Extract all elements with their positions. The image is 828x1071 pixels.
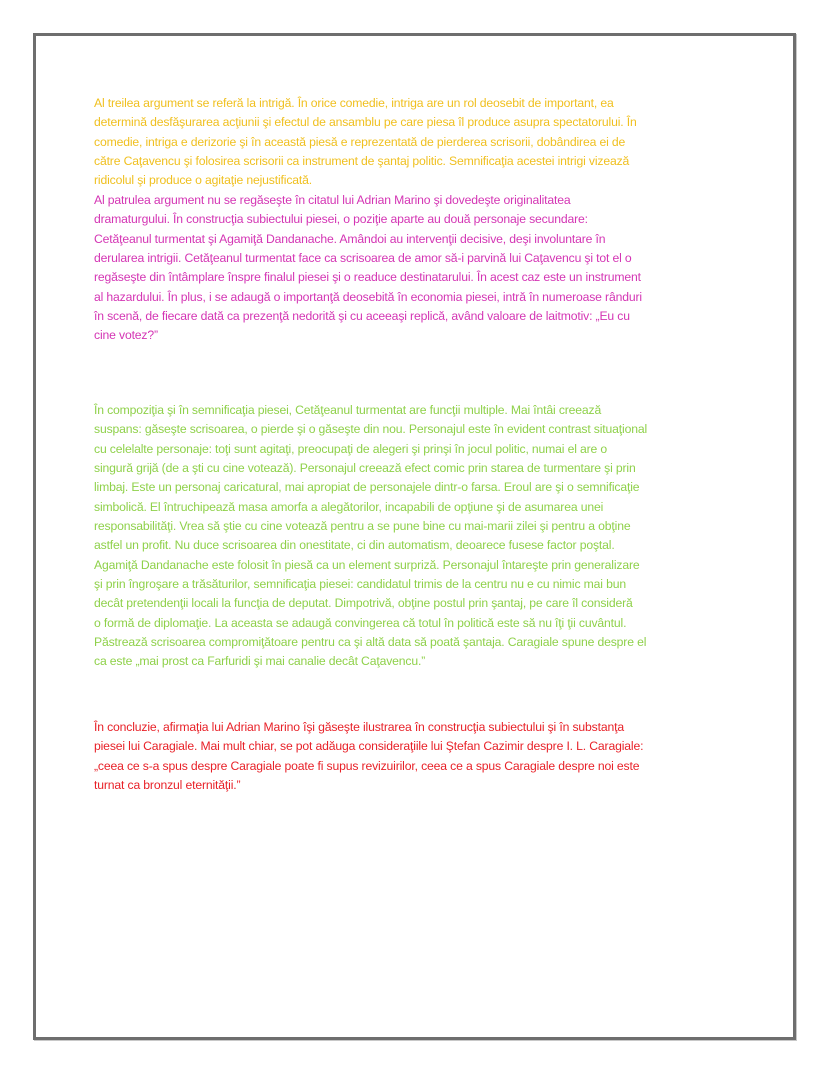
text-line: suspans: găseşte scrisoarea, o pierde şi o găseşte din nou. Personajul este în evident contrast situaţional — [94, 422, 648, 437]
text-line: ca este „mai prost ca Farfuridi şi mai canalie decât Caţavencu.” — [94, 654, 426, 669]
text-line: „ceea ce s-a spus despre Caragiale poate fi supus revizuirilor, ceea ce a spus Caragiale despre noi este — [94, 758, 640, 773]
text-line: o formă de diplomaţie. La aceasta se adaugă convingerea că totul în politică este să nu îţi ţii cuvântul. — [94, 615, 627, 630]
text-line: al hazardului. În plus, i se adaugă o importanţă deosebită în economia piesei, intră în numeroase rânduri — [94, 289, 642, 304]
text-line: comedie, intriga e derizorie şi în această piesă e reprezentată de pierderea scrisorii, dobândirea ei de — [94, 134, 626, 149]
text-line: cine votez?” — [94, 328, 158, 343]
text-line: Cetăţeanul turmentat şi Agamiţă Dandanache. Amândoi au intervenţii decisive, deşi involuntare în — [94, 231, 606, 246]
paragraph-characters — [94, 401, 754, 672]
text-line: către Caţavencu şi folosirea scrisorii ca instrument de şantaj politic. Semnificaţia acestei intrigi vizează — [94, 154, 630, 169]
text-line: limbaj. Este un personaj caricatural, mai apropiat de personajele dintr-o farsa. Eroul are şi o semnificaţie — [94, 480, 640, 495]
text-line: simbolică. El întruchipează masa amorfa a alegătorilor, incapabili de opţiune şi de asumarea unei — [94, 499, 604, 514]
text-line: în scenă, de fiecare dată ca prezenţă nedorită şi cu aceeaşi replică, având valoare de laitmotiv: „Eu cu — [94, 309, 630, 324]
text-line: În concluzie, afirmaţia lui Adrian Marino îşi găseşte ilustrarea în construcţia subiectului şi în substanţa — [94, 720, 624, 734]
text-line: decât pretendenţii locali la funcţia de deputat. Dimpotrivă, obţine postul prin şantaj, pe care îl consideră — [94, 596, 633, 611]
text-line: În compoziţia şi în semnificaţia piesei, Cetăţeanul turmentat are funcţii multiple. Mai întâi creează — [94, 403, 602, 417]
text-line: Agamiţă Dandanache este folosit în piesă ca un element surpriză. Personajul întareşte prin generalizare — [94, 557, 640, 572]
text-line: turnat ca bronzul eternităţii.” — [94, 778, 241, 793]
text-line: şi prin îngroşare a trăsăturilor, semnificaţia piesei: candidatul trimis de la centru nu e cu nimic mai bun — [94, 577, 626, 592]
text-line: singură grijă (de a şti cu cine votează). Personajul creează efect comic prin starea de turmentare şi prin — [94, 461, 636, 476]
text-line: derularea intrigii. Cetăţeanul turmentat face ca scrisoarea de amor să-i parvină lui Caţavencu şi tot el o — [94, 251, 632, 266]
text-line: piesei lui Caragiale. Mai mult chiar, se pot adăuga consideraţiile lui Ştefan Cazimir despre I. L. Caragiale: — [94, 739, 644, 754]
text-line: regăseşte din întâmplare înspre finalul piesei şi o readuce destinatarului. În acest caz este un instrument — [94, 270, 641, 285]
paragraph-intrigue — [94, 94, 754, 191]
text-line: Păstrează scrisoarea compromiţătoare pentru ca şi altă data să poată şantaja. Caragiale spune despre el — [94, 635, 647, 650]
text-line: Al treilea argument se referă la intrigă. În orice comedie, intriga are un rol deosebit de important, ea — [94, 96, 614, 110]
text-line: responsabilităţi. Vrea să ştie cu cine votează pentru a se pune bine cu mai-marii zilei şi pentru a obţine — [94, 519, 631, 534]
text-line: dramaturgului. În construcţia subiectului piesei, o poziţie aparte au două personaje secundare: — [94, 212, 588, 227]
text-line: Al patrulea argument nu se regăseşte în citatul lui Adrian Marino şi dovedeşte originalitatea — [94, 193, 571, 207]
paragraph-conclusion — [94, 718, 754, 795]
text-line: ridicolul şi produce o agitaţie nejustificată. — [94, 173, 313, 188]
paragraph-fourth-argument — [94, 191, 754, 346]
text-line: astfel un profit. Nu duce scrisoarea din onestitate, ci din automatism, deoarece fusese factor poştal. — [94, 538, 615, 553]
text-line: determină desfăşurarea acţiunii şi efectul de ansamblu pe care piesa îl produce asupra spectatorului. În — [94, 115, 637, 130]
text-line: cu celelalte personaje: toţi sunt agitaţi, preocupaţi de alegeri şi prinşi în jocul politic, numai el are o — [94, 441, 608, 456]
